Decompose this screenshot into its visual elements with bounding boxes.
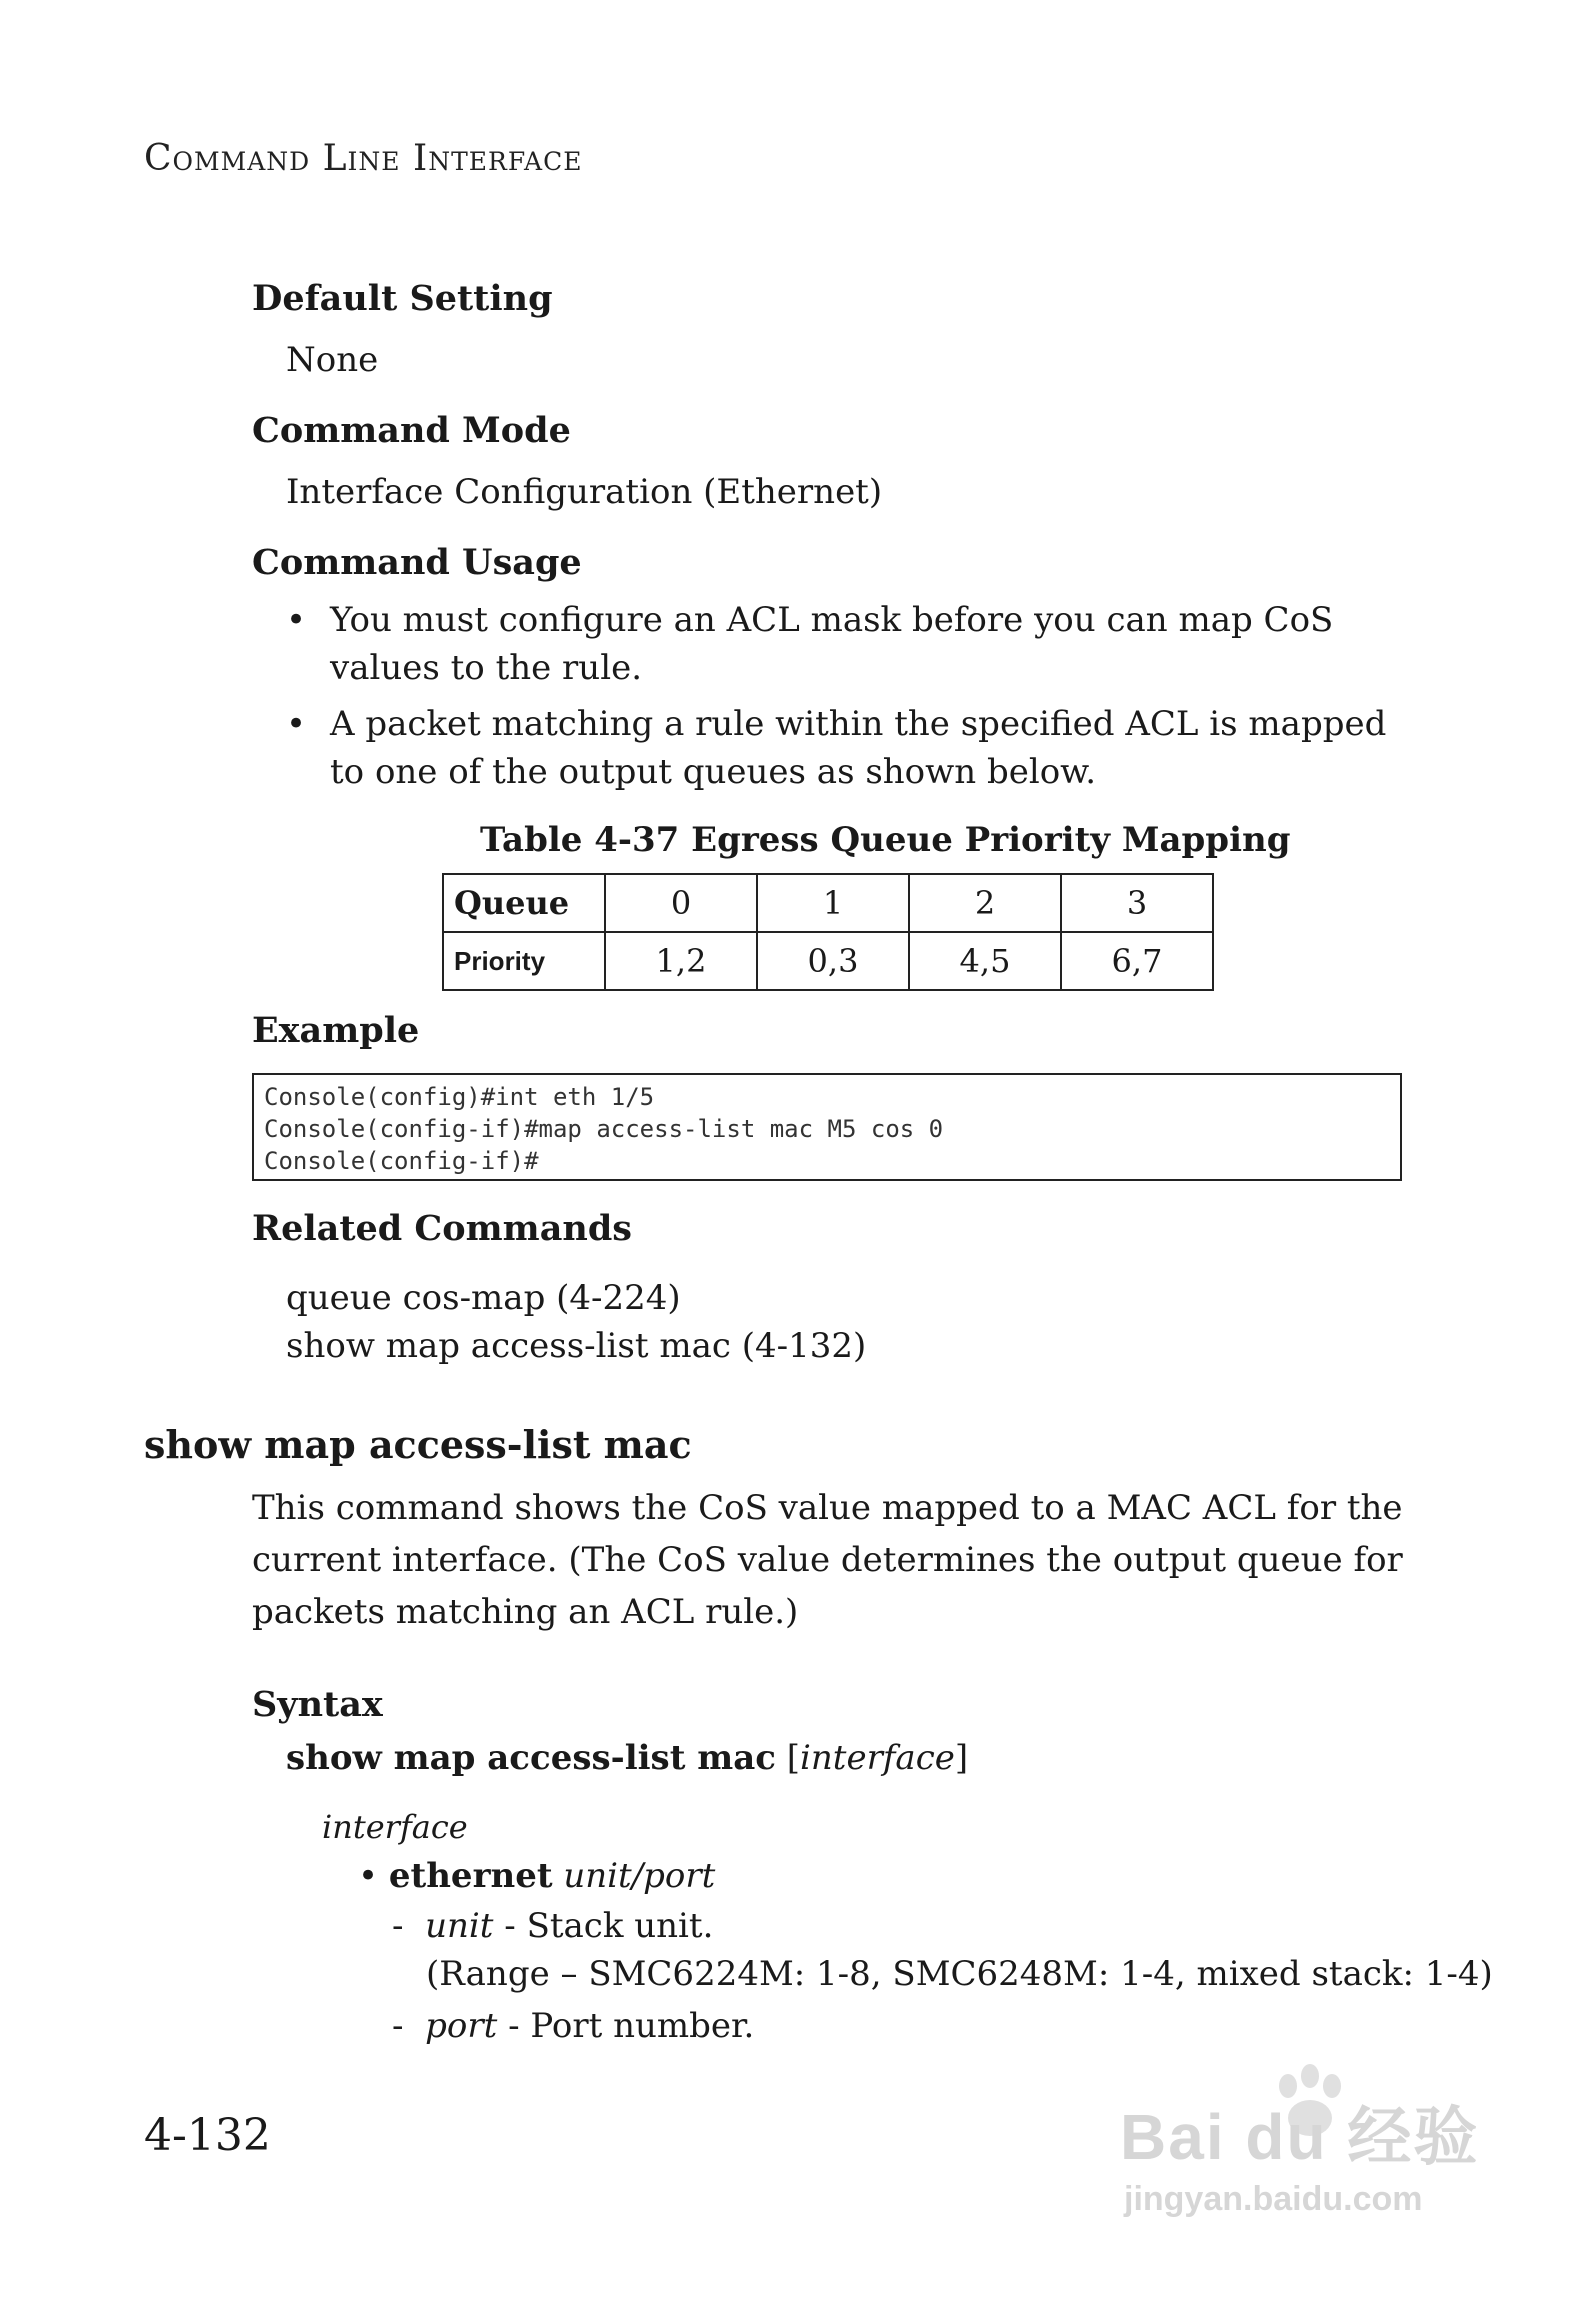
row-label-priority: Priority <box>443 932 605 990</box>
command-usage-heading: Command Usage <box>252 542 582 583</box>
section-title: show map access-list mac <box>144 1422 692 1467</box>
syntax-line <box>286 1738 968 1778</box>
table-cell: 1,2 <box>605 932 757 990</box>
code-line: Console(config)#int eth 1/5 <box>264 1083 655 1111</box>
queue-priority-table <box>442 873 1214 991</box>
usage-bullet: • A packet matching a rule within the specified ACL is mapped to one of the output queues as shown below. <box>286 700 1406 796</box>
usage-bullet: • You must configure an ACL mask before you can map CoS values to the rule. <box>286 596 1406 692</box>
param-label: interface <box>322 1808 468 1846</box>
syntax-param: interface <box>800 1738 955 1778</box>
default-setting-heading: Default Setting <box>252 278 553 319</box>
unit-description <box>392 1906 713 1946</box>
syntax-open-bracket: [ <box>786 1738 801 1778</box>
dash-icon: - <box>392 1906 404 1946</box>
port-description <box>392 2006 754 2046</box>
running-header: Command Line Interface <box>144 138 583 179</box>
table-cell: 1 <box>757 874 909 932</box>
ethernet-keyword: ethernet <box>388 1856 553 1896</box>
syntax-command: show map access-list mac <box>286 1738 776 1778</box>
unit-term: unit <box>425 1906 494 1946</box>
table-cell: 3 <box>1061 874 1213 932</box>
code-line: Console(config-if)#map access-list mac M5 cos 0 <box>264 1115 944 1143</box>
table-caption: Table 4-37 Egress Queue Priority Mapping <box>480 820 1291 860</box>
port-term: port <box>425 2006 498 2046</box>
page-number: 4-132 <box>144 2110 271 2161</box>
port-desc: - Port number. <box>497 2006 755 2046</box>
table-cell: 2 <box>909 874 1061 932</box>
table-cell: 4,5 <box>909 932 1061 990</box>
default-setting-value: None <box>286 340 379 380</box>
syntax-heading: Syntax <box>252 1684 383 1725</box>
related-command-link[interactable]: queue cos-map (4-224) <box>286 1278 681 1318</box>
related-commands-heading: Related Commands <box>252 1208 632 1249</box>
table-cell: 0 <box>605 874 757 932</box>
row-label-queue: Queue <box>443 874 605 932</box>
unit-range: (Range – SMC6224M: 1-8, SMC6248M: 1-4, mixed stack: 1-4) <box>426 1954 1493 1994</box>
table-cell: 0,3 <box>757 932 909 990</box>
table-row <box>443 932 1213 990</box>
related-command-link[interactable]: show map access-list mac (4-132) <box>286 1326 867 1366</box>
table-row <box>443 874 1213 932</box>
example-heading: Example <box>252 1010 420 1051</box>
command-mode-heading: Command Mode <box>252 410 571 451</box>
command-mode-value: Interface Configuration (Ethernet) <box>286 472 883 512</box>
section-description: This command shows the CoS value mapped to a MAC ACL for the current interface. (The CoS value determines the output queue for packets matching an ACL rule.) <box>252 1488 1403 1632</box>
dash-icon: - <box>392 2006 404 2046</box>
command-usage-list <box>286 596 1406 804</box>
code-line: Console(config-if)# <box>264 1147 539 1175</box>
watermark-brand: Bai du 经验 <box>1120 2101 1480 2173</box>
ethernet-option <box>358 1856 715 1896</box>
watermark-url: jingyan.baidu.com <box>1124 2180 1423 2218</box>
bullet-icon: • <box>358 1856 379 1896</box>
syntax-close-bracket: ] <box>954 1738 969 1778</box>
ethernet-param: unit/port <box>563 1856 716 1896</box>
unit-desc: - Stack unit. <box>493 1906 714 1946</box>
example-code-box <box>252 1073 1402 1181</box>
table-cell: 6,7 <box>1061 932 1213 990</box>
